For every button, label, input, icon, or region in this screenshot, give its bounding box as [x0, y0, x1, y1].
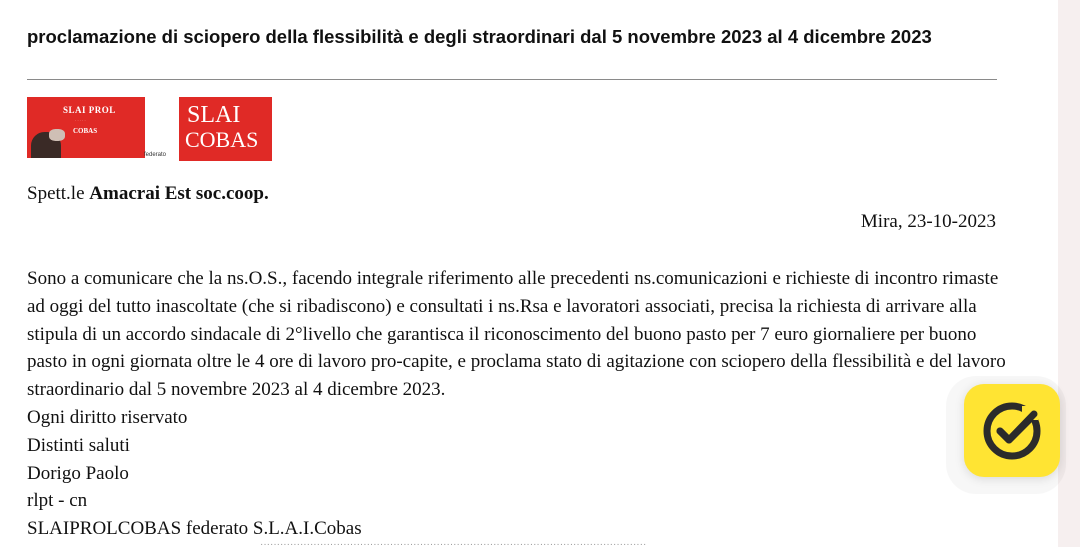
- logo-right-line1: SLAI: [187, 102, 241, 128]
- fist-hand-icon: [49, 129, 65, 141]
- addressee: [27, 183, 269, 205]
- rights-line: Ogni diritto riservato: [27, 406, 188, 428]
- place-date: Mira, 23-10-2023: [860, 211, 996, 232]
- signer-line: Dorigo Paolo: [27, 462, 129, 484]
- org-line: SLAIPROLCOBAS federato S.L.A.I.Cobas: [27, 518, 362, 540]
- initials-line: rlpt - cn: [27, 490, 88, 512]
- page-title: proclamazione di sciopero della flessibilità e degli straordinari dal 5 novembre 2023 al 4 dicembre 2023: [27, 26, 932, 47]
- check-action-button[interactable]: [964, 384, 1060, 477]
- logo-left-small-text: · · · · ·: [75, 118, 86, 123]
- slai-prol-cobas-logo: [27, 97, 145, 158]
- closing-line: Distinti saluti: [27, 434, 130, 456]
- logo-left-top-text: SLAI PROL: [63, 105, 116, 115]
- logo-right-line2: COBAS: [185, 127, 259, 152]
- check-circle-icon: [964, 384, 1060, 477]
- slai-cobas-logo: [179, 97, 272, 161]
- cut-off-footer-text: ····················································································································: [260, 540, 647, 547]
- title-divider: [27, 79, 997, 80]
- federated-label: federato: [144, 152, 167, 158]
- logo-left-bottom-text: COBAS: [73, 127, 98, 135]
- letter-body: [27, 265, 1007, 543]
- addressee-prefix: Spett.le: [27, 183, 85, 204]
- letter-paragraph: Sono a comunicare che la ns.O.S., facendo integrale riferimento alle precedenti ns.comunicazioni e richieste di incontro rimaste ad oggi del tutto inascoltate (che si ribadiscono) e consultati i ns.Rsa e lavoratori associati, precisa la richiesta di arrivare alla stipula di un accordo sindacale di 2°livello che garantisca il riconoscimento del buono pasto per 7 euro giornaliere per buono pasto in ogni giornata oltre le 4 ore di lavoro pro-capite, e proclama stato di agitazione con sciopero della flessibilità e del lavoro straordinario dal 5 novembre 2023 al 4 dicembre 2023.: [27, 268, 1006, 401]
- addressee-name: Amacrai Est soc.coop.: [89, 183, 269, 204]
